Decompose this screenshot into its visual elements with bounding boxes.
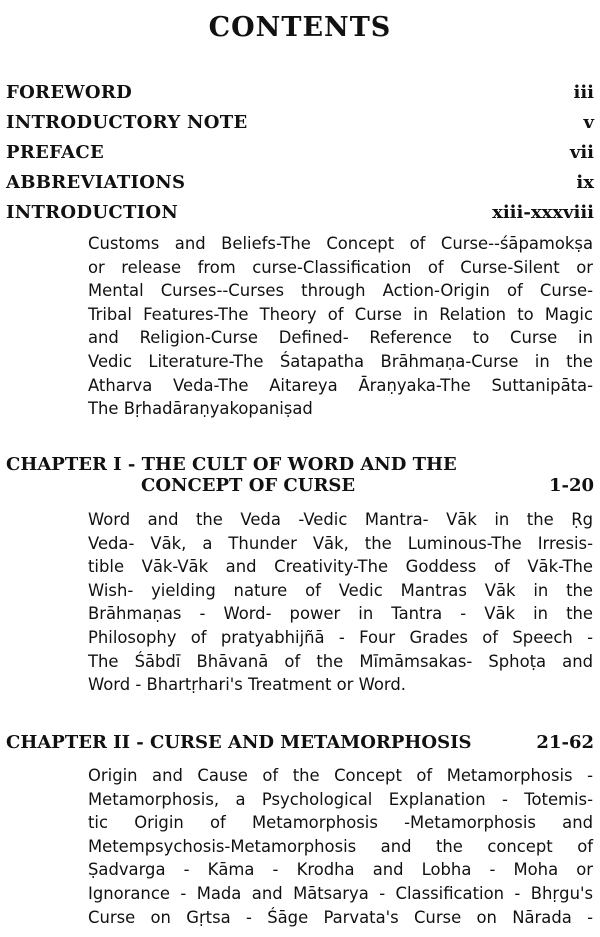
desc-line: Brāhmaṇas - Word- power in Tantra - Vāk in the — [88, 604, 593, 624]
toc-chapter-2 — [6, 732, 594, 753]
desc-line: Curse on Gṛtsa - Śāge Parvata's Curse on Nārada - — [88, 907, 593, 927]
desc-line: Mental Curses--Curses through Action-Origin of Curse- — [88, 281, 593, 301]
toc-entry-preface — [6, 142, 594, 163]
chapter-heading-line2 — [6, 475, 594, 496]
chapter-heading-line2-text: CONCEPT OF CURSE — [141, 475, 356, 496]
desc-line: Ṣadvarga - Kāma - Krodha and Lobha - Moha or — [88, 860, 593, 880]
toc-entry-label: ABBREVIATIONS — [6, 172, 186, 193]
desc-line: Word - Bhartṛhari's Treatment or Word. — [88, 675, 406, 695]
chapter-heading: CHAPTER II - CURSE AND METAMORPHOSIS — [6, 732, 472, 753]
chapter-2-description — [88, 764, 593, 929]
toc-entry-pages: xiii-xxxviii — [492, 202, 594, 223]
chapter-pages: 21-62 — [536, 732, 594, 753]
toc-entry-abbreviations — [6, 172, 594, 193]
toc-entry-introduction — [6, 202, 594, 223]
desc-line: Vedic Literature-The Śatapatha Brāhmaṇa-Curse in the — [88, 351, 593, 371]
chapter-1-description — [88, 508, 593, 697]
toc-entry-label: PREFACE — [6, 142, 105, 163]
desc-line: Philosophy of pratyabhijñā - Four Grades of Speech - — [88, 627, 593, 647]
desc-line: The Bṛhadāraṇyakopaniṣad — [88, 399, 313, 419]
toc-entry-introductory-note — [6, 112, 594, 133]
introduction-description — [88, 232, 593, 421]
desc-line: Metamorphosis, a Psychological Explanation - Totemis- — [88, 789, 593, 809]
desc-line: Ignorance - Mada and Mātsarya - Classification - Bhṛgu's — [88, 883, 593, 903]
toc-chapter-1 — [6, 454, 594, 496]
toc-entry-label: INTRODUCTORY NOTE — [6, 112, 248, 133]
desc-line: Veda- Vāk, a Thunder Vāk, the Luminous-The Irresis- — [88, 533, 593, 553]
toc-entry-label: FOREWORD — [6, 82, 133, 103]
desc-line: Tribal Features-The Theory of Curse in Relation to Magic — [88, 304, 593, 324]
chapter-heading-line1: CHAPTER I - THE CULT OF WORD AND THE — [6, 454, 457, 475]
desc-line: Word and the Veda -Vedic Mantra- Vāk in the Ṛg — [88, 510, 593, 529]
desc-line: tible Vāk-Vāk and Creativity-The Goddess of Vāk-The — [88, 557, 593, 577]
desc-line: Metempsychosis-Metamorphosis and the concept of — [88, 836, 593, 856]
toc-entry-pages: iii — [573, 82, 594, 103]
toc-entry-foreword — [6, 82, 594, 103]
toc-entry-pages: ix — [576, 172, 594, 193]
desc-line: Wish- yielding nature of Vedic Mantras Vāk in the — [88, 580, 593, 600]
toc-entry-label: INTRODUCTION — [6, 202, 179, 223]
desc-line: The Śābdī Bhāvanā of the Mīmāmsakas- Sphoṭa and — [88, 651, 593, 671]
toc-entry-pages: v — [583, 112, 594, 133]
page-title: CONTENTS — [208, 12, 392, 43]
desc-line: tic Origin of Metamorphosis -Metamorphosis and — [88, 813, 593, 833]
desc-line: Customs and Beliefs-The Concept of Curse--śāpamokṣa — [88, 234, 593, 253]
desc-line: Atharva Veda-The Aitareya Āraṇyaka-The Suttanipāta- — [88, 375, 593, 395]
desc-line: Origin and Cause of the Concept of Metamorphosis - — [88, 766, 593, 785]
desc-line: and Religion-Curse Defined- Reference to Curse in — [88, 328, 593, 348]
toc-entry-pages: vii — [569, 142, 594, 163]
chapter-pages: 1-20 — [548, 475, 594, 496]
desc-line: or release from curse-Classification of Curse-Silent or — [88, 257, 593, 277]
